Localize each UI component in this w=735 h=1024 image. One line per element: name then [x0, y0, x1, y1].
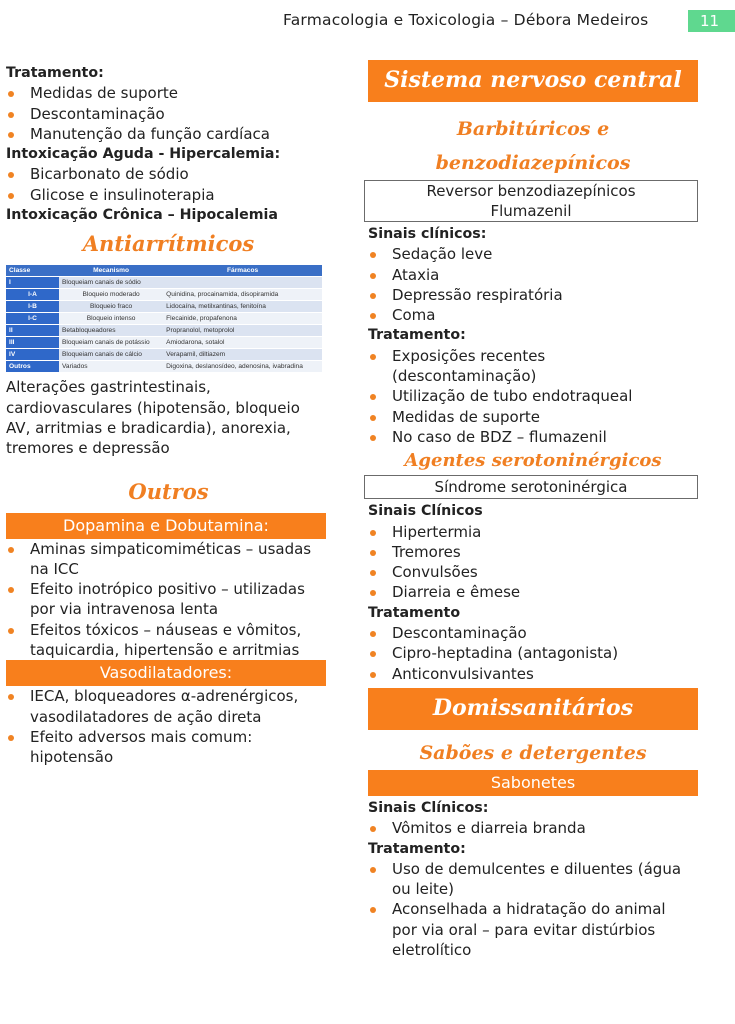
table-cell [163, 277, 322, 289]
table-cell: Lidocaína, metilxantinas, fenitoína [163, 301, 322, 313]
table-cell: Bloqueiam canais de sódio [59, 277, 163, 289]
sab-sinais-list [368, 818, 698, 838]
sero-sinais-heading: Sinais Clínicos [368, 503, 483, 520]
table-row [6, 277, 322, 289]
right-column [368, 60, 698, 960]
list-item: Ataxia [368, 265, 698, 285]
left-column [6, 63, 331, 768]
antiarritmicos-title: Antiarrítmicos [82, 231, 255, 257]
sinais-list [368, 244, 698, 325]
table-row [6, 337, 322, 349]
list-item: Bicarbonato de sódio [6, 164, 331, 184]
list-item: Cipro-heptadina (antagonista) [368, 643, 698, 663]
table-cell: Outros [6, 361, 59, 373]
list-item: Depressão respiratória [368, 285, 698, 305]
tratamento-heading: Tratamento: [368, 327, 466, 344]
list-item: IECA, bloqueadores α-adrenérgicos, vasodilatadores de ação direta [6, 686, 331, 727]
vasodilatadores-banner: Vasodilatadores: [6, 660, 326, 686]
table-cell: II [6, 325, 59, 337]
table-header-cell: Fármacos [163, 265, 322, 277]
barbituricos-title-line2: benzodiazepínicos [435, 152, 631, 174]
sero-tratamento-list [368, 623, 698, 684]
snc-banner: Sistema nervoso central [368, 60, 698, 102]
list-item: Descontaminação [368, 623, 698, 643]
table-cell: Variados [59, 361, 163, 373]
table-cell: Bloqueio intenso [59, 313, 163, 325]
antiarrhythmic-table [6, 265, 322, 373]
table-cell: I-A [6, 289, 59, 301]
sab-sinais-heading: Sinais Clínicos: [368, 799, 489, 816]
table-cell: Propranolol, metoprolol [163, 325, 322, 337]
table-header-cell: Classe [6, 265, 59, 277]
alteracoes-paragraph: Alterações gastrintestinais, cardiovasculares (hipotensão, bloqueio AV, arritmias e bradicardia), anorexia, tremores e depressão [6, 378, 300, 458]
tratamento-list [6, 83, 331, 144]
sinais-heading: Sinais clínicos: [368, 226, 487, 242]
table-cell: Digoxina, deslanosídeo, adenosina, ivabradina [163, 361, 322, 373]
dopamina-list [6, 539, 331, 661]
list-item: Exposições recentes (descontaminação) [368, 346, 668, 387]
table-cell: I [6, 277, 59, 289]
list-item: Sedação leve [368, 244, 698, 264]
table-row [6, 349, 322, 361]
list-item: Medidas de suporte [368, 407, 668, 427]
table-row [6, 325, 322, 337]
table-cell: Bloqueio fraco [59, 301, 163, 313]
aguda-list [6, 164, 331, 205]
list-item: Efeito adversos mais comum: hipotensão [6, 727, 331, 768]
serotoninergicos-title: Agentes serotoninérgicos [404, 450, 662, 472]
tratamento-list [368, 346, 668, 447]
reversor-drug: Flumazenil [490, 202, 572, 220]
table-cell: III [6, 337, 59, 349]
table-row [6, 361, 322, 373]
table-header-row [6, 265, 322, 277]
list-item: Aconselhada a hidratação do animal por via oral – para evitar distúrbios eletrolítico [368, 899, 688, 960]
table-cell: Flecainide, propafenona [163, 313, 322, 325]
table-cell: Quinidina, procainamida, disopiramida [163, 289, 322, 301]
list-item: Hipertermia [368, 522, 698, 542]
list-item: Descontaminação [6, 104, 331, 124]
list-item: Coma [368, 305, 698, 325]
table-cell: Amiodarona, sotalol [163, 337, 322, 349]
table-cell: Bloqueiam canais de potássio [59, 337, 163, 349]
table-cell: Bloqueio moderado [59, 289, 163, 301]
list-item: Uso de demulcentes e diluentes (água ou leite) [368, 859, 688, 900]
page-number-badge: 11 [688, 10, 735, 32]
dopamina-banner: Dopamina e Dobutamina: [6, 513, 326, 539]
table-header-cell: Mecanismo [59, 265, 163, 277]
sab-tratamento-heading: Tratamento: [368, 840, 466, 857]
list-item: Efeito inotrópico positivo – utilizadas por via intravenosa lenta [6, 579, 331, 620]
aguda-heading: Intoxicação Aguda - Hipercalemia: [6, 146, 281, 163]
cronica-heading: Intoxicação Crônica – Hipocalemia [6, 207, 278, 224]
list-item: Medidas de suporte [6, 83, 331, 103]
reversor-line: Reversor benzodiazepínicos [426, 182, 636, 200]
table-cell: I-B [6, 301, 59, 313]
sero-tratamento-heading: Tratamento [368, 604, 461, 621]
sabonetes-banner: Sabonetes [368, 770, 698, 796]
sero-sinais-list [368, 522, 698, 603]
list-item: Diarreia e êmese [368, 582, 698, 602]
table-row [6, 313, 322, 325]
list-item: Aminas simpaticomiméticas – usadas na ICC [6, 539, 331, 580]
sindrome-box: Síndrome serotoninérgica [364, 475, 698, 499]
tratamento-heading: Tratamento: [6, 65, 104, 81]
list-item: Vômitos e diarreia branda [368, 818, 698, 838]
table-row [6, 289, 322, 301]
table-cell: Betabloqueadores [59, 325, 163, 337]
list-item: Convulsões [368, 562, 698, 582]
list-item: No caso de BDZ – flumazenil [368, 427, 668, 447]
table-cell: IV [6, 349, 59, 361]
reversor-box [364, 180, 698, 222]
table-cell: Bloqueiam canais de cálcio [59, 349, 163, 361]
list-item: Tremores [368, 542, 698, 562]
table-cell: I-C [6, 313, 59, 325]
vasodilatadores-list [6, 686, 331, 767]
table-cell: Verapamil, diltiazem [163, 349, 322, 361]
document-header-title: Farmacologia e Toxicologia – Débora Medeiros [283, 11, 649, 29]
list-item: Glicose e insulinoterapia [6, 185, 331, 205]
domissanitarios-banner: Domissanitários [368, 688, 698, 730]
list-item: Manutenção da função cardíaca [6, 124, 331, 144]
barbituricos-title-line1: Barbitúricos e [456, 118, 610, 140]
outros-title: Outros [128, 478, 209, 504]
sab-tratamento-list [368, 859, 688, 960]
table-row [6, 301, 322, 313]
list-item: Anticonvulsivantes [368, 664, 698, 684]
saboes-title: Sabões e detergentes [419, 741, 647, 764]
list-item: Efeitos tóxicos – náuseas e vômitos, taquicardia, hipertensão e arritmias [6, 620, 331, 661]
list-item: Utilização de tubo endotraqueal [368, 386, 668, 406]
